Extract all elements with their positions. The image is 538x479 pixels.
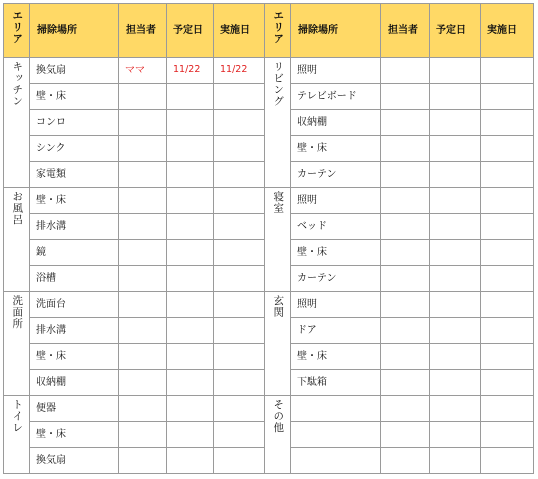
right-area-label <box>265 58 291 188</box>
left-done-cell[interactable] <box>214 266 265 292</box>
right-area-label <box>265 292 291 396</box>
right-area-name: リビング <box>272 61 285 107</box>
left-person-cell[interactable] <box>119 292 167 318</box>
right-planned-cell[interactable] <box>430 240 481 266</box>
right-done-cell[interactable] <box>481 84 534 110</box>
right-done-cell[interactable] <box>481 162 534 188</box>
left-done-cell[interactable] <box>214 370 265 396</box>
cleaning-schedule-sheet <box>3 3 533 473</box>
left-person-cell[interactable] <box>119 136 167 162</box>
right-planned-cell[interactable] <box>430 448 481 474</box>
left-place-cell: 壁・床 <box>30 188 119 214</box>
left-area-label <box>4 188 30 292</box>
right-done-cell[interactable] <box>481 240 534 266</box>
table-row <box>4 396 534 422</box>
right-person-cell[interactable] <box>381 396 430 422</box>
right-planned-cell[interactable] <box>430 422 481 448</box>
right-planned-header: 予定日 <box>430 4 481 58</box>
right-place-cell: ベッド <box>291 214 381 240</box>
left-place-cell: 排水溝 <box>30 318 119 344</box>
left-place-cell: 換気扇 <box>30 58 119 84</box>
left-planned-cell[interactable] <box>167 396 214 422</box>
right-person-cell[interactable] <box>381 188 430 214</box>
left-done-cell[interactable] <box>214 292 265 318</box>
right-done-cell[interactable] <box>481 396 534 422</box>
left-person-cell[interactable] <box>119 162 167 188</box>
left-planned-cell[interactable] <box>167 84 214 110</box>
table-body <box>4 58 534 474</box>
right-planned-cell[interactable] <box>430 292 481 318</box>
right-person-cell[interactable] <box>381 344 430 370</box>
header-row <box>4 4 534 58</box>
right-person-cell[interactable] <box>381 214 430 240</box>
left-person-cell[interactable] <box>119 84 167 110</box>
right-planned-cell[interactable] <box>430 396 481 422</box>
left-done-cell[interactable] <box>214 396 265 422</box>
left-done-cell[interactable] <box>214 188 265 214</box>
left-done-cell[interactable] <box>214 162 265 188</box>
right-person-cell[interactable] <box>381 266 430 292</box>
left-done-cell[interactable] <box>214 448 265 474</box>
left-done-cell[interactable] <box>214 344 265 370</box>
left-planned-cell[interactable] <box>167 318 214 344</box>
right-person-header: 担当者 <box>381 4 430 58</box>
right-planned-cell[interactable] <box>430 214 481 240</box>
left-done-cell[interactable] <box>214 214 265 240</box>
left-planned-cell[interactable] <box>167 448 214 474</box>
left-person-cell[interactable] <box>119 266 167 292</box>
right-person-cell[interactable] <box>381 58 430 84</box>
left-planned-cell[interactable] <box>167 344 214 370</box>
right-done-cell[interactable] <box>481 344 534 370</box>
right-person-cell[interactable] <box>381 422 430 448</box>
left-place-cell: 収納棚 <box>30 370 119 396</box>
right-planned-cell[interactable] <box>430 318 481 344</box>
left-done-header: 実施日 <box>214 4 265 58</box>
right-done-cell[interactable] <box>481 292 534 318</box>
left-done-cell[interactable] <box>214 422 265 448</box>
left-place-header: 掃除場所 <box>30 4 119 58</box>
table-row <box>4 188 534 214</box>
left-done-cell[interactable] <box>214 136 265 162</box>
left-person-cell[interactable]: ママ <box>119 58 167 84</box>
right-done-cell[interactable] <box>481 58 534 84</box>
left-person-cell[interactable] <box>119 318 167 344</box>
right-done-cell[interactable] <box>481 448 534 474</box>
right-area-header: エリア <box>265 4 291 58</box>
left-area-name: キッチン <box>11 61 24 107</box>
right-done-cell[interactable] <box>481 370 534 396</box>
right-planned-cell[interactable] <box>430 266 481 292</box>
cleaning-schedule-table <box>3 3 534 474</box>
left-planned-cell[interactable] <box>167 136 214 162</box>
right-person-cell[interactable] <box>381 84 430 110</box>
left-person-cell[interactable] <box>119 240 167 266</box>
left-done-cell[interactable] <box>214 110 265 136</box>
left-planned-cell[interactable] <box>167 266 214 292</box>
right-done-cell[interactable] <box>481 422 534 448</box>
left-place-cell: 換気扇 <box>30 448 119 474</box>
right-area-label <box>265 188 291 292</box>
left-person-cell[interactable] <box>119 396 167 422</box>
right-place-cell: 照明 <box>291 188 381 214</box>
right-place-cell: 壁・床 <box>291 136 381 162</box>
left-place-cell: 壁・床 <box>30 344 119 370</box>
left-person-cell[interactable] <box>119 370 167 396</box>
left-place-cell: 鏡 <box>30 240 119 266</box>
left-planned-cell[interactable] <box>167 188 214 214</box>
right-person-cell[interactable] <box>381 162 430 188</box>
left-planned-cell[interactable] <box>167 214 214 240</box>
right-planned-cell[interactable] <box>430 344 481 370</box>
right-done-cell[interactable] <box>481 266 534 292</box>
right-place-cell <box>291 422 381 448</box>
right-done-cell[interactable] <box>481 214 534 240</box>
left-person-cell[interactable] <box>119 448 167 474</box>
left-done-cell[interactable]: 11/22 <box>214 58 265 84</box>
right-place-cell <box>291 448 381 474</box>
left-planned-cell[interactable] <box>167 292 214 318</box>
left-planned-header: 予定日 <box>167 4 214 58</box>
right-done-cell[interactable] <box>481 188 534 214</box>
right-area-name: 寝室 <box>272 191 285 214</box>
left-planned-cell[interactable] <box>167 422 214 448</box>
right-person-cell[interactable] <box>381 370 430 396</box>
right-area-name: その他 <box>272 399 285 434</box>
right-person-cell[interactable] <box>381 110 430 136</box>
right-place-header: 掃除場所 <box>291 4 381 58</box>
right-place-cell: カーテン <box>291 266 381 292</box>
right-place-cell: テレビボード <box>291 84 381 110</box>
left-place-cell: 便器 <box>30 396 119 422</box>
left-planned-cell[interactable] <box>167 110 214 136</box>
right-planned-cell[interactable] <box>430 110 481 136</box>
left-place-cell: コンロ <box>30 110 119 136</box>
left-person-cell[interactable] <box>119 422 167 448</box>
right-place-cell: 照明 <box>291 292 381 318</box>
left-area-label <box>4 292 30 396</box>
right-planned-cell[interactable] <box>430 188 481 214</box>
left-area-name: お風呂 <box>11 191 24 226</box>
left-planned-cell[interactable] <box>167 240 214 266</box>
left-done-cell[interactable] <box>214 84 265 110</box>
right-person-cell[interactable] <box>381 318 430 344</box>
right-person-cell[interactable] <box>381 240 430 266</box>
left-area-name: 洗面所 <box>11 295 24 330</box>
left-area-name: トイレ <box>11 399 24 434</box>
left-done-cell[interactable] <box>214 240 265 266</box>
right-done-header: 実施日 <box>481 4 534 58</box>
left-person-cell[interactable] <box>119 110 167 136</box>
left-area-header: エリア <box>4 4 30 58</box>
right-place-cell: 下駄箱 <box>291 370 381 396</box>
left-done-cell[interactable] <box>214 318 265 344</box>
right-planned-cell[interactable] <box>430 162 481 188</box>
left-place-cell: 浴槽 <box>30 266 119 292</box>
right-place-cell: 壁・床 <box>291 240 381 266</box>
right-area-label <box>265 396 291 474</box>
right-planned-cell[interactable] <box>430 58 481 84</box>
left-place-cell: 排水溝 <box>30 214 119 240</box>
right-person-cell[interactable] <box>381 448 430 474</box>
left-place-cell: 洗面台 <box>30 292 119 318</box>
right-place-cell: カーテン <box>291 162 381 188</box>
table-row <box>4 292 534 318</box>
table-row <box>4 58 534 84</box>
right-area-name: 玄関 <box>272 295 285 318</box>
left-person-cell[interactable] <box>119 188 167 214</box>
left-planned-cell[interactable] <box>167 162 214 188</box>
right-person-cell[interactable] <box>381 292 430 318</box>
left-planned-cell[interactable]: 11/22 <box>167 58 214 84</box>
left-place-cell: 壁・床 <box>30 422 119 448</box>
right-person-cell[interactable] <box>381 136 430 162</box>
right-planned-cell[interactable] <box>430 370 481 396</box>
left-place-cell: 壁・床 <box>30 84 119 110</box>
left-place-cell: 家電類 <box>30 162 119 188</box>
left-person-header: 担当者 <box>119 4 167 58</box>
left-area-label <box>4 396 30 474</box>
right-place-cell <box>291 396 381 422</box>
right-done-cell[interactable] <box>481 318 534 344</box>
right-place-cell: 壁・床 <box>291 344 381 370</box>
right-done-cell[interactable] <box>481 136 534 162</box>
left-place-cell: シンク <box>30 136 119 162</box>
left-area-label <box>4 58 30 188</box>
left-planned-cell[interactable] <box>167 370 214 396</box>
left-person-cell[interactable] <box>119 214 167 240</box>
right-place-cell: ドア <box>291 318 381 344</box>
left-person-cell[interactable] <box>119 344 167 370</box>
right-place-cell: 収納棚 <box>291 110 381 136</box>
right-planned-cell[interactable] <box>430 84 481 110</box>
right-done-cell[interactable] <box>481 110 534 136</box>
right-planned-cell[interactable] <box>430 136 481 162</box>
right-place-cell: 照明 <box>291 58 381 84</box>
